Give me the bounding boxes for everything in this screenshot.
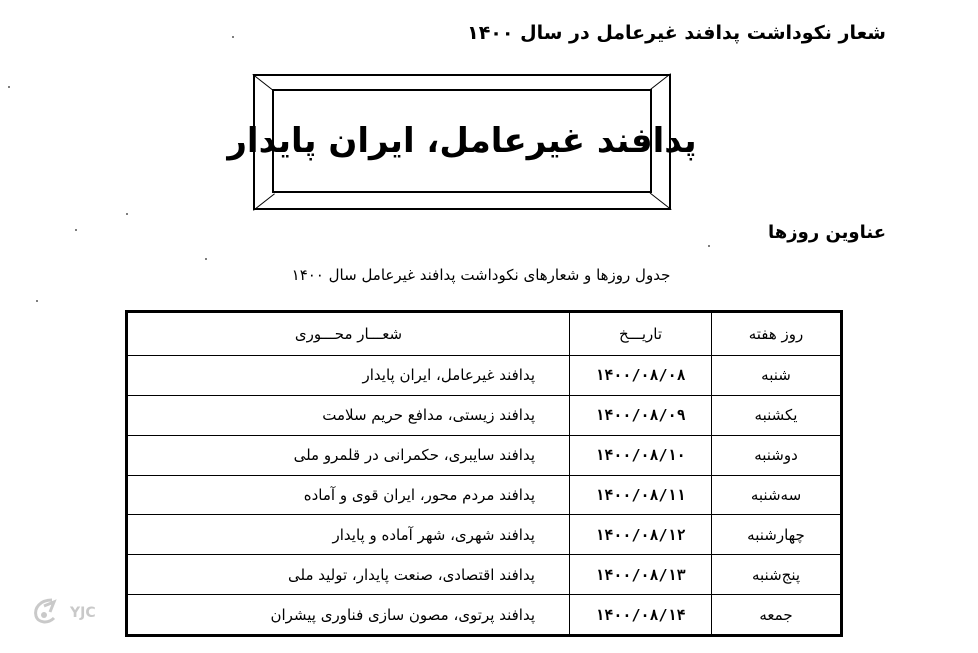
- cell-day: چهارشنبه: [712, 515, 842, 555]
- cell-day: پنج‌شنبه: [712, 555, 842, 595]
- watermark-text: YJC: [70, 605, 96, 621]
- cell-slogan: پدافند زیستی، مدافع حریم سلامت: [127, 395, 570, 435]
- cell-day: دوشنبه: [712, 435, 842, 475]
- cell-date: ۱۴۰۰/۰۸/۱۴: [570, 595, 712, 636]
- scan-speck: [232, 36, 234, 38]
- table-row: [127, 595, 842, 636]
- section-heading: عناوین روزها: [768, 222, 886, 243]
- cell-date: ۱۴۰۰/۰۸/۰۸: [570, 356, 712, 396]
- cell-date: ۱۴۰۰/۰۸/۱۳: [570, 555, 712, 595]
- table-caption-wrap: [0, 266, 978, 284]
- scan-speck: [8, 86, 10, 88]
- cell-date: ۱۴۰۰/۰۸/۱۰: [570, 435, 712, 475]
- cell-slogan: پدافند غیرعامل، ایران پایدار: [127, 356, 570, 396]
- scan-speck: [36, 300, 38, 302]
- table-row: [127, 515, 842, 555]
- table-row: [127, 555, 842, 595]
- watermark: [30, 596, 96, 630]
- table-caption: جدول روزها و شعارهای نکوداشت پدافند غیرعامل سال ۱۴۰۰: [291, 266, 671, 284]
- cell-date: ۱۴۰۰/۰۸/۱۱: [570, 475, 712, 515]
- table-header-row: [127, 312, 842, 356]
- cell-date: ۱۴۰۰/۰۸/۱۲: [570, 515, 712, 555]
- table-row: [127, 475, 842, 515]
- cell-day: جمعه: [712, 595, 842, 636]
- slogan-text: پدافند غیرعامل، ایران پایدار: [227, 121, 697, 161]
- slogan-frame-inner: [227, 89, 697, 193]
- table-row: [127, 435, 842, 475]
- cell-day: یکشنبه: [712, 395, 842, 435]
- cell-day: سه‌شنبه: [712, 475, 842, 515]
- scan-speck: [75, 229, 77, 231]
- table-row: [127, 356, 842, 396]
- scan-speck: [205, 258, 207, 260]
- cell-slogan: پدافند اقتصادی، صنعت پایدار، تولید ملی: [127, 555, 570, 595]
- table-row: [127, 395, 842, 435]
- days-table: [125, 310, 843, 637]
- scan-speck: [708, 245, 710, 247]
- cell-date: ۱۴۰۰/۰۸/۰۹: [570, 395, 712, 435]
- scan-speck: [126, 213, 128, 215]
- cell-slogan: پدافند شهری، شهر آماده و پایدار: [127, 515, 570, 555]
- yjc-logo-icon: [30, 596, 64, 630]
- cell-slogan: پدافند مردم محور، ایران قوی و آماده: [127, 475, 570, 515]
- header-date: تاریـــخ: [570, 312, 712, 356]
- header-slogan: شعـــار محـــوری: [127, 312, 570, 356]
- document-title: شعار نکوداشت پدافند غیرعامل در سال ۱۴۰۰: [467, 22, 886, 44]
- header-day: روز هفته: [712, 312, 842, 356]
- cell-slogan: پدافند پرتوی، مصون سازی فناوری پیشران: [127, 595, 570, 636]
- cell-slogan: پدافند سایبری، حکمرانی در قلمرو ملی: [127, 435, 570, 475]
- cell-day: شنبه: [712, 356, 842, 396]
